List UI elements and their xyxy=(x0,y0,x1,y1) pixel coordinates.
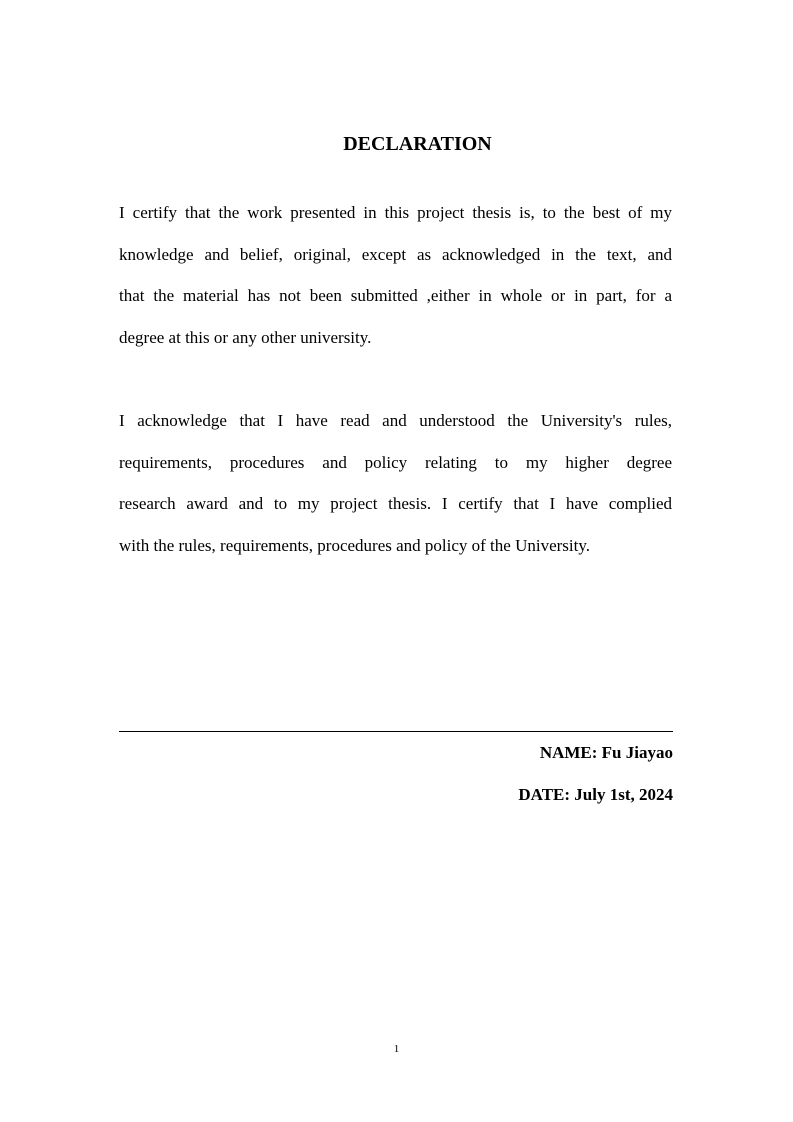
certification-paragraph xyxy=(119,192,672,358)
paragraph-line: requirements, procedures and policy relating to my higher degree xyxy=(119,452,672,472)
page-title: DECLARATION xyxy=(343,133,492,155)
paragraph-line: with the rules, requirements, procedures and policy of the University. xyxy=(119,535,590,555)
signature-line xyxy=(119,731,673,732)
paragraph-line: degree at this or any other university. xyxy=(119,327,372,347)
paragraph-line: that the material has not been submitted ,either in whole or in part, for a xyxy=(119,286,672,305)
paragraph-line: I acknowledge that I have read and understood the University's rules, xyxy=(119,411,672,430)
paragraph-line: I certify that the work presented in this project thesis is, to the best of my xyxy=(119,203,672,222)
signature-name: NAME: Fu Jiayao xyxy=(539,743,673,762)
page-number: 1 xyxy=(393,1043,400,1055)
acknowledgement-paragraph xyxy=(119,400,672,566)
paragraph-line: research award and to my project thesis. I certify that I have complied xyxy=(119,494,672,513)
paragraph-line: knowledge and belief, original, except as acknowledged in the text, and xyxy=(119,244,672,264)
signature-date: DATE: July 1st, 2024 xyxy=(518,785,673,804)
